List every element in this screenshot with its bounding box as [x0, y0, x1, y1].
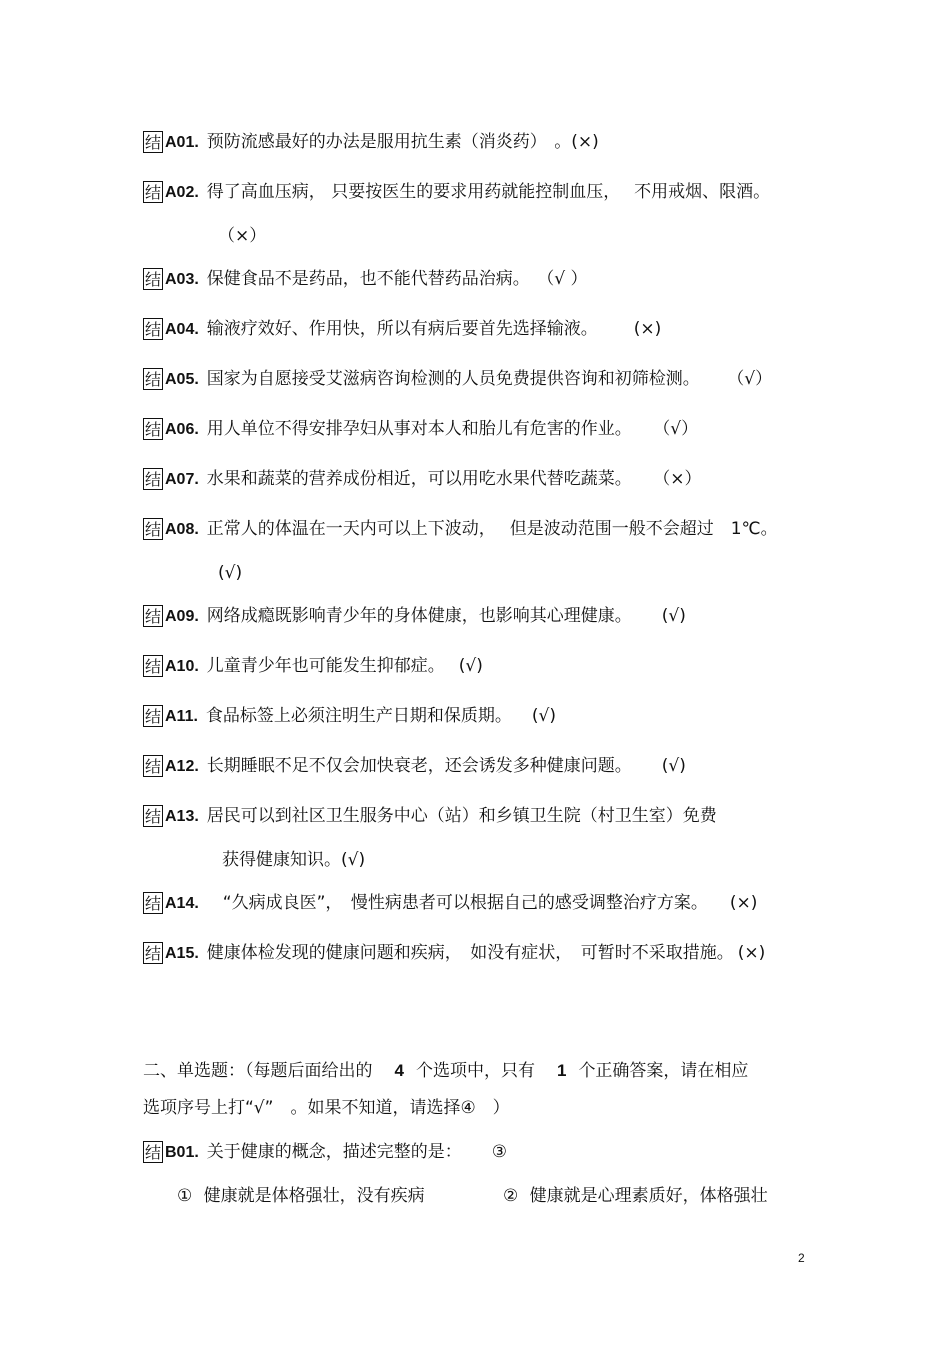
option-count: 4 [394, 1061, 404, 1080]
question-text: 关于健康的概念，描述完整的是： [206, 1142, 462, 1162]
question-id: A04. [165, 321, 199, 338]
section-heading [143, 1059, 748, 1083]
question-answer: (√) [661, 606, 686, 626]
question-text: 得了高血压病， 只要按医生的要求用药就能控制血压， 不用戒烟、限酒。 [206, 182, 771, 202]
question-id: A10. [165, 658, 199, 675]
question-a07 [143, 467, 702, 492]
answer-box: 结 [144, 657, 161, 676]
question-id: A03. [165, 271, 199, 288]
answer-box: 结 [144, 944, 161, 963]
question-answer: (√) [531, 706, 557, 726]
answer-box: 结 [144, 270, 161, 289]
question-id: A02. [165, 184, 199, 201]
question-text: 正常人的体温在一天内可以上下波动， 但是波动范围一般不会超过 1℃。 [206, 519, 778, 539]
question-a10 [143, 654, 483, 679]
answer-box: 结 [144, 470, 161, 489]
answer-box: 结 [144, 894, 161, 913]
answer-box: 结 [144, 183, 161, 202]
question-text: 食品标签上必须注明生产日期和保质期。 [205, 706, 512, 726]
question-answer: (×) [633, 319, 662, 339]
question-answer: (×) [737, 943, 766, 963]
question-a08-continuation: (√) [218, 563, 243, 583]
question-text: 网络成瘾既影响青少年的身体健康，也影响其心理健康。 [206, 606, 632, 626]
question-text: “久病成良医”， 慢性病患者可以根据自己的感受调整治疗方案。 [222, 893, 708, 913]
question-text: 用人单位不得安排孕妇从事对本人和胎儿有危害的作业。 [206, 419, 632, 439]
question-id: A05. [165, 371, 199, 388]
question-answer: (√) [661, 756, 686, 776]
question-text: 居民可以到社区卫生服务中心（站）和乡镇卫生院（村卫生室）免费 [206, 806, 717, 826]
question-a05 [143, 367, 772, 392]
question-a15 [143, 941, 765, 966]
correct-count: 1 [556, 1061, 567, 1080]
question-id: A12. [165, 758, 199, 775]
question-id: A08. [165, 521, 199, 538]
question-a13 [143, 804, 717, 829]
question-a11 [143, 704, 556, 729]
answer-box: 结 [144, 133, 161, 152]
answer-box: 结 [144, 370, 161, 389]
answer-box: 结 [144, 757, 161, 776]
option-text: 健康就是心理素质好，体格强壮 [529, 1186, 768, 1206]
question-answer: (√) [458, 656, 483, 676]
answer-box: 结 [144, 420, 161, 439]
answer-box: 结 [144, 807, 161, 826]
option-number: ① [177, 1186, 193, 1206]
question-text: 输液疗效好、作用快，所以有病后要首先选择输液。 [206, 319, 598, 339]
question-a04 [143, 317, 661, 342]
question-text: 健康体检发现的健康问题和疾病， 如没有症状， 可暂时不采取措施。 [206, 943, 734, 963]
question-id: A15. [165, 945, 199, 962]
question-a03 [143, 267, 588, 292]
question-answer: （√） [661, 419, 699, 439]
answer-box: 结 [144, 1143, 161, 1162]
question-a02-continuation: （×） [218, 226, 267, 246]
section-heading-part: 个选项中，只有 [415, 1061, 535, 1081]
question-id: A14. [165, 895, 199, 912]
question-id: A01. [165, 134, 199, 151]
question-id: A07. [165, 471, 199, 488]
question-a08 [143, 517, 778, 542]
question-text: 长期睡眠不足不仅会加快衰老，还会诱发多种健康问题。 [206, 756, 632, 776]
question-id: B01. [165, 1144, 199, 1161]
option-2[interactable] [503, 1184, 768, 1208]
question-a12 [143, 754, 686, 779]
question-a06 [143, 417, 698, 442]
option-text: 健康就是体格强壮，没有疾病 [203, 1186, 425, 1206]
question-text: 国家为自愿接受艾滋病咨询检测的人员免费提供咨询和初筛检测。 [206, 369, 700, 389]
answer-box: 结 [144, 707, 161, 726]
question-answer: （√） [735, 369, 773, 389]
question-a02 [143, 180, 770, 205]
question-id: A11. [165, 708, 198, 725]
question-b01 [143, 1140, 507, 1165]
question-a01 [143, 130, 599, 155]
question-a14 [143, 891, 757, 916]
section-heading-part: 个正确答案，请在相应 [578, 1061, 749, 1081]
option-number: ② [503, 1186, 519, 1206]
answer-box: 结 [144, 607, 161, 626]
answer-box: 结 [144, 320, 161, 339]
question-text: 预防流感最好的办法是服用抗生素（消炎药） [206, 132, 539, 152]
question-text: 水果和蔬菜的营养成份相近，可以用吃水果代替吃蔬菜。 [206, 469, 632, 489]
answer-box: 结 [144, 520, 161, 539]
question-a09 [143, 604, 686, 629]
question-answer: （√ ） [545, 269, 588, 289]
section-instruction: 选项序号上打“√” 。如果不知道，请选择④ ） [143, 1098, 510, 1118]
question-id: A09. [165, 608, 199, 625]
question-text: 儿童青少年也可能发生抑郁症。 [206, 656, 445, 676]
question-answer: (×) [729, 893, 758, 913]
page-number: 2 [798, 1251, 805, 1265]
section-heading-part: 二、单选题：（每题后面给出的 [143, 1061, 373, 1081]
question-text: 保健食品不是药品，也不能代替药品治病。 [206, 269, 530, 289]
question-answer: 。(×) [554, 132, 599, 152]
question-answer: （×） [661, 469, 702, 489]
option-1[interactable] [177, 1184, 425, 1208]
question-id: A06. [165, 421, 199, 438]
question-answer: ③ [491, 1142, 508, 1162]
question-a13-continuation: 获得健康知识。(√) [222, 850, 366, 870]
question-id: A13. [165, 808, 199, 825]
